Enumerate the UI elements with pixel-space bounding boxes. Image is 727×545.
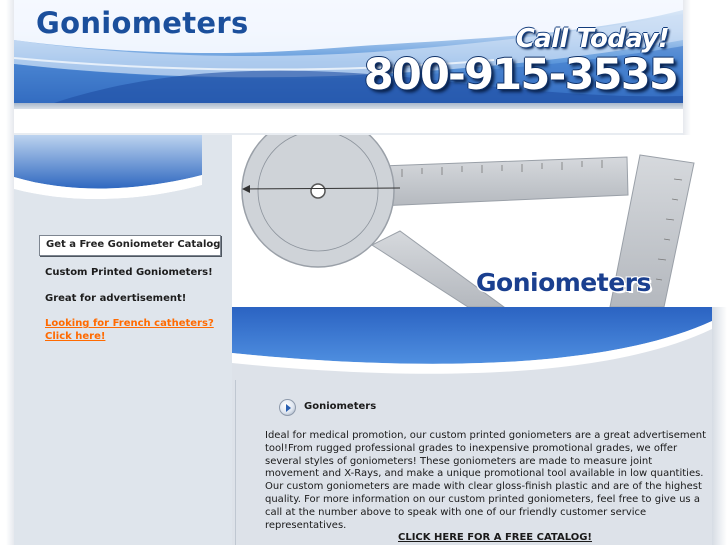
content-right-shadow xyxy=(712,307,727,545)
content-wave-graphic xyxy=(232,307,712,383)
goniometers-image-label: Goniometers xyxy=(476,268,651,297)
page-shadow-left xyxy=(6,0,14,545)
goniometer-product-image xyxy=(232,135,712,307)
brand-title: Goniometers xyxy=(36,6,249,40)
free-catalog-button-label: Get a Free Goniometer Catalog xyxy=(46,239,221,250)
custom-printed-text: Custom Printed Goniometers! xyxy=(45,267,213,278)
french-catheters-link[interactable]: Looking for French catheters? xyxy=(45,318,214,329)
advertisement-text: Great for advertisement! xyxy=(45,293,187,304)
bullet-arrow-icon xyxy=(279,399,296,416)
body-paragraph: Ideal for medical promotion, our custom printed goniometers are a great advertisement tool!From rugged professional grades to inexpensive promotional grades, we offer several styles of goniometers! These goniometers are made to measure joint movement and X-Rays, and make a unique promotional tool available in low quantities. Our custom goniometers are made with clear gloss-finish plastic and are of the highest quality. For more information on our custom printed goniometers, feel free to give us a call at the number above to speak with one of our friendly customer service representatives. xyxy=(265,430,707,531)
nav-bar xyxy=(14,109,683,134)
header-banner xyxy=(14,0,683,103)
sidebar-swoosh-graphic xyxy=(14,135,202,217)
page-shadow-right xyxy=(683,0,691,135)
french-catheters-click-here-link[interactable]: Click here! xyxy=(45,331,106,342)
phone-number: 800-915-3535 xyxy=(363,50,677,100)
content-divider xyxy=(235,380,236,545)
free-catalog-link[interactable]: CLICK HERE FOR A FREE CATALOG! xyxy=(398,532,592,543)
call-today-text: Call Today! xyxy=(515,24,669,54)
free-catalog-button[interactable] xyxy=(39,235,221,256)
section-title: Goniometers xyxy=(304,401,377,412)
